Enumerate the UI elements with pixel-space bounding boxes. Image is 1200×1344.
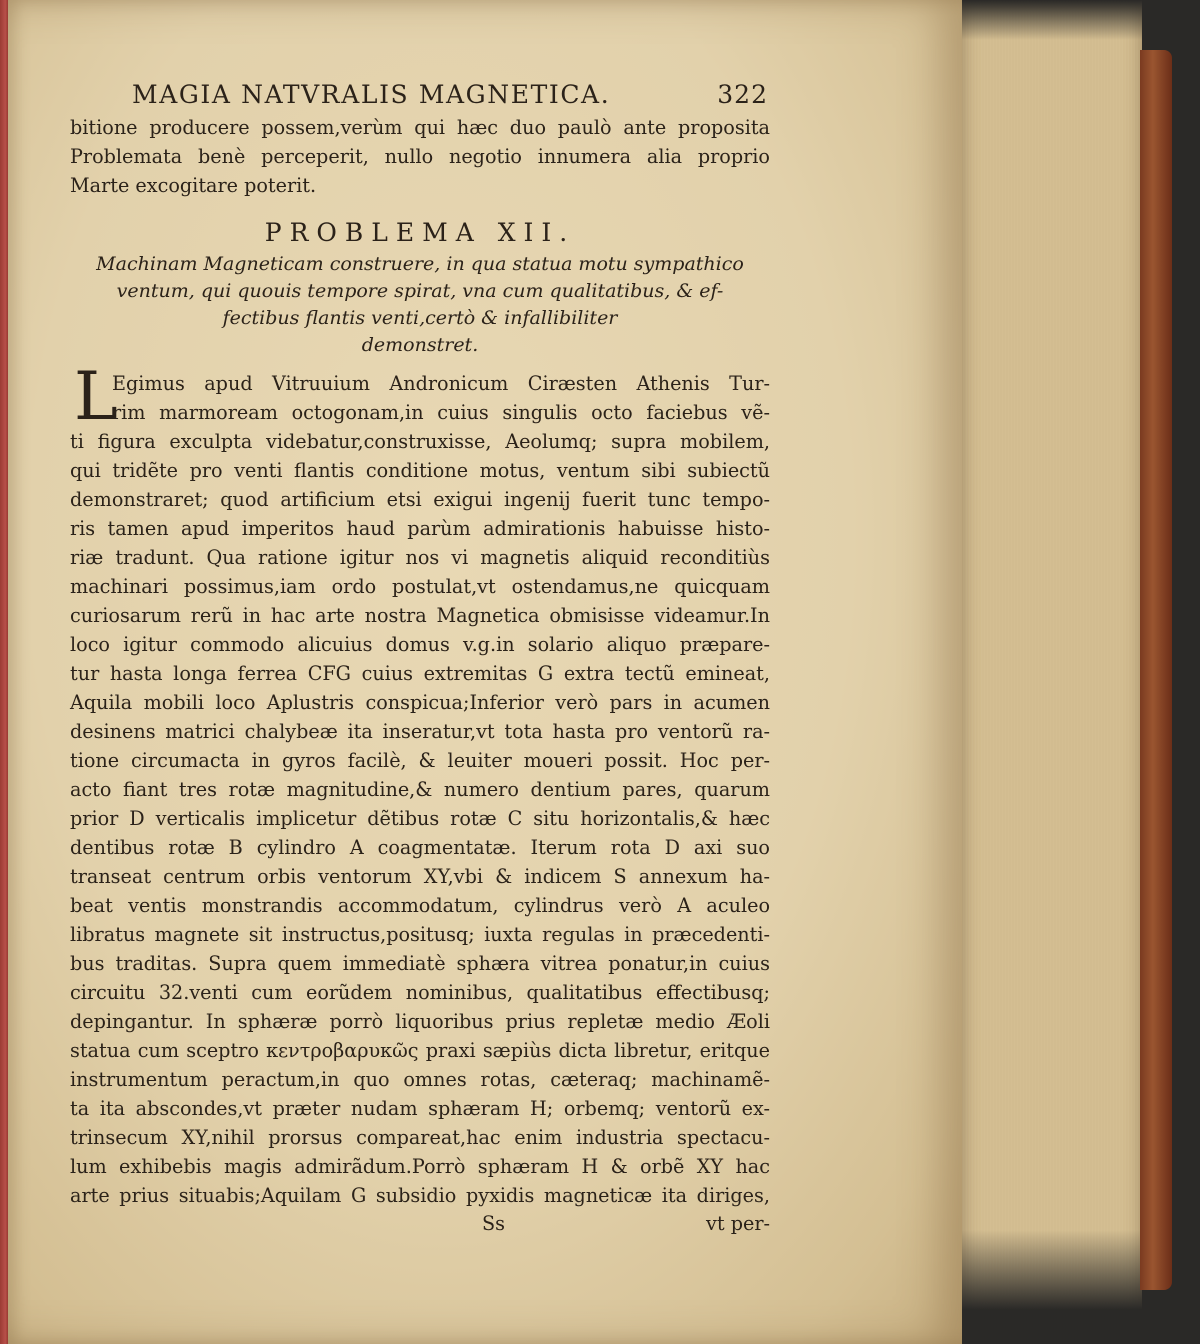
catchword: vt per-: [706, 1212, 770, 1235]
text-line: tione circumacta in gyros facilè, & leuiter moueri possit. Hoc per-: [70, 749, 770, 772]
text-line: statua cum sceptro κεντροβαρυκῶς praxi sæpiùs dicta libretur, eritque: [70, 1039, 770, 1062]
page-edges: [962, 0, 1142, 1344]
page-footer: [70, 1212, 770, 1235]
text-line: Marte excogitare poterit.: [70, 174, 317, 197]
problem-body: [70, 358, 770, 1210]
text-line: desinens matrici chalybeæ ita inseratur,vt tota hasta pro ventorũ ra-: [70, 720, 770, 743]
text-line: tur hasta longa ferrea CFG cuius extremitas G extra tectũ emineat,: [70, 662, 770, 685]
subtitle-line: fectibus flantis venti,certò & infallibiliter: [222, 307, 618, 329]
text-line: ti figura exculpta videbatur,construxisse, Aeolumq; supra mobilem,: [70, 430, 770, 453]
text-line: bitione producere possem,verùm qui hæc duo paulò ante proposita: [70, 116, 770, 139]
text-line: qui tridẽte pro venti flantis conditione motus, ventum sibi subiectũ: [70, 459, 770, 482]
text-line: acto fiant tres rotæ magnitudine,& numero dentium pares, quarum: [70, 778, 770, 801]
subtitle-line: ventum, qui quouis tempore spirat, vna cum qualitatibus, & ef-: [116, 280, 724, 302]
text-line: trinsecum XY,nihil prorsus compareat,hac enim industria spectacu-: [70, 1126, 770, 1149]
problem-subtitle: [70, 251, 770, 359]
text-line: ris tamen apud imperitos haud parùm admirationis habuisse histo-: [70, 517, 770, 540]
running-title: MAGIA NATVRALIS MAGNETICA.: [132, 80, 611, 109]
text-line: machinari possimus,iam ordo postulat,vt ostendamus,ne quicquam: [70, 575, 770, 598]
text-line: rim marmoream octogonam,in cuius singulis octo faciebus vẽ-: [112, 401, 770, 424]
subtitle-line: Machinam Magneticam construere, in qua statua motu sympathico: [96, 253, 744, 275]
text-line: instrumentum peractum,in quo omnes rotas, cæteraq; machinamẽ-: [70, 1068, 770, 1091]
text-line: libratus magnete sit instructus,positusq; iuxta regulas in præcedenti-: [70, 923, 770, 946]
text-line: arte prius situabis;Aquilam G subsidio pyxidis magneticæ ita diriges,: [70, 1184, 770, 1207]
running-header: [132, 80, 768, 109]
text-line: beat ventis monstrandis accommodatum, cylindrus verò A aculeo: [70, 894, 770, 917]
problem-heading: PROBLEMA XII.: [264, 218, 576, 247]
text-line: loco igitur commodo alicuius domus v.g.in solario aliquo præpare-: [70, 633, 770, 656]
subtitle-line: demonstret.: [361, 334, 479, 356]
text-line: riæ tradunt. Qua ratione igitur nos vi magnetis aliquid reconditiùs: [70, 546, 770, 569]
text-line: circuitu 32.venti cum eorũdem nominibus, qualitatibus effectibusq;: [70, 981, 770, 1004]
page-text: [70, 80, 770, 1235]
drop-cap: L: [74, 358, 118, 435]
text-line: dentibus rotæ B cylindro A coagmentatæ. Iterum rota D axi suo: [70, 836, 770, 859]
text-line: Egimus apud Vitruuium Andronicum Ciræsten Athenis Tur-: [112, 372, 770, 395]
page-number: 322: [717, 80, 768, 109]
text-line: prior D verticalis implicetur dẽtibus rotæ C situ horizontalis,& hæc: [70, 807, 770, 830]
page-edges-shadow-bottom: [962, 1230, 1142, 1344]
text-line: curiosarum rerũ in hac arte nostra Magnetica obmisisse videamur.In: [70, 604, 770, 627]
text-line: depingantur. In sphæræ porrò liquoribus prius repletæ medio Æoli: [70, 1010, 770, 1033]
text-line: Aquila mobili loco Aplustris conspicua;Inferior verò pars in acumen: [70, 691, 770, 714]
text-line: demonstraret; quod artificium etsi exigui ingenij fuerit tunc tempo-: [70, 488, 770, 511]
signature-mark: Ss: [482, 1212, 505, 1235]
book-cover: [1140, 50, 1172, 1290]
text-line: lum exhibebis magis admirãdum.Porrò sphæram H & orbẽ XY hac: [70, 1155, 770, 1178]
text-line: bus traditas. Supra quem immediatè sphæra vitrea ponatur,in cuius: [70, 952, 770, 975]
page-edges-shadow-top: [962, 0, 1142, 40]
text-line: ta ita abscondes,vt præter nudam sphæram H; orbemq; ventorũ ex-: [70, 1097, 770, 1120]
continuation-text: [70, 113, 770, 200]
text-line: transeat centrum orbis ventorum XY,vbi & indicem S annexum ha-: [70, 865, 770, 888]
text-line: Problemata benè perceperit, nullo negotio innumera alia proprio: [70, 145, 770, 168]
